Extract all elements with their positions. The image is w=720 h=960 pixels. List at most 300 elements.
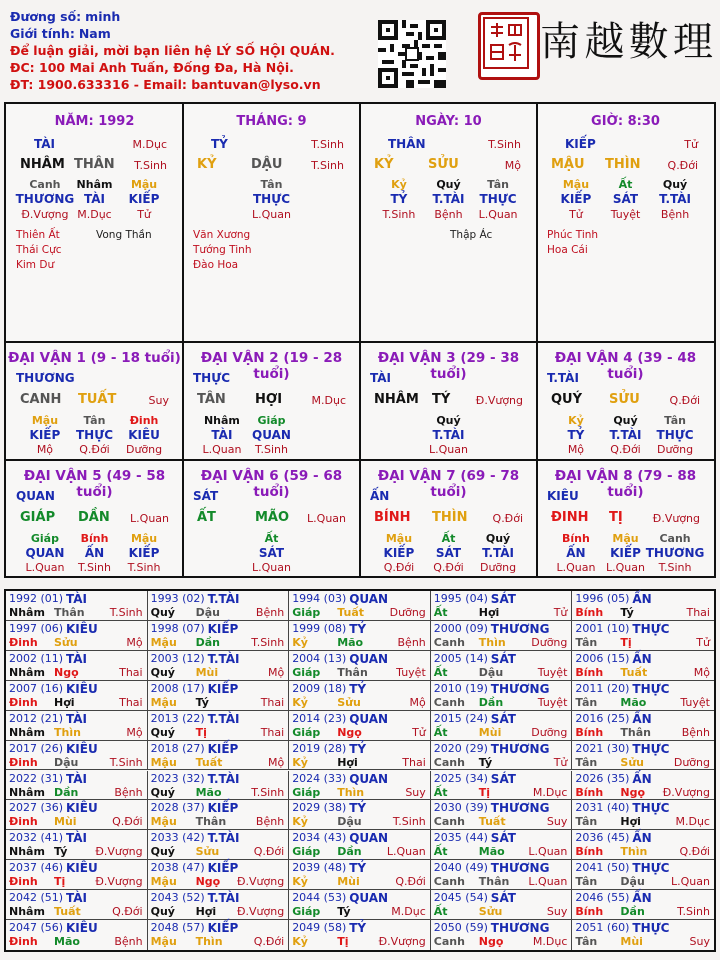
year-branch: Thìn: [195, 935, 223, 949]
luck-branch: SỬU: [609, 392, 640, 407]
year-stage: M.Dục: [675, 815, 710, 829]
luck-pillar-4: [537, 342, 714, 460]
year-stem: Đinh: [9, 875, 38, 889]
pillar-stage: T.Sinh: [134, 159, 167, 172]
year-stem: Kỷ: [292, 695, 308, 709]
year-cell[interactable]: [289, 771, 431, 801]
year-label: 2031 (40): [575, 801, 630, 815]
hidden-stage: Dưỡng: [479, 561, 517, 574]
year-cell[interactable]: [572, 800, 714, 830]
year-cell[interactable]: [431, 920, 573, 950]
hidden-stem: Mậu: [562, 178, 590, 191]
owner-name-line: Đương số: minh: [10, 9, 121, 24]
year-ten-god: KIÊU: [66, 741, 98, 756]
year-cell[interactable]: [289, 651, 431, 681]
luck-branch: TÝ: [432, 392, 451, 407]
contact-line-3[interactable]: ĐT: 1900.633316 - Email: bantuvan@lyso.vn: [10, 77, 321, 92]
year-branch: Sửu: [195, 845, 220, 859]
year-cell[interactable]: [6, 591, 148, 621]
luck-stage: Suy: [148, 394, 169, 407]
year-ten-god: QUAN: [349, 771, 389, 786]
year-stage: L.Quan: [528, 875, 568, 889]
year-stem: Ất: [433, 905, 448, 919]
year-stem: Bính: [575, 606, 604, 619]
year-label: 2011 (20): [575, 681, 630, 695]
year-branch: Dậu: [195, 606, 220, 619]
year-branch: Tị: [478, 785, 491, 799]
hidden-ten-god: T.TÀI: [609, 428, 642, 442]
year-ten-god: T.TÀI: [207, 891, 240, 906]
year-cell[interactable]: [148, 741, 290, 771]
pillar-2: [183, 104, 360, 342]
year-label: 1992 (01): [9, 592, 64, 605]
luck-ten-god: ẤN: [370, 489, 390, 503]
year-branch: Dần: [620, 905, 645, 919]
year-cell[interactable]: [431, 741, 573, 771]
year-branch: Mùi: [337, 875, 360, 889]
year-cell[interactable]: [572, 591, 714, 621]
luck-title: ĐẠI VẬN 4 (39 - 48 tuổi): [554, 350, 697, 382]
year-cell[interactable]: [431, 651, 573, 681]
luck-pillar-5: [6, 460, 183, 578]
year-label: 2047 (56): [9, 921, 64, 935]
year-ten-god: SÁT: [490, 771, 516, 786]
year-branch: Tuất: [620, 665, 648, 679]
hidden-ten-god: ẤN: [566, 546, 586, 560]
year-cell[interactable]: [6, 920, 148, 950]
luck-ten-god: TÀI: [370, 371, 392, 385]
year-cell[interactable]: [148, 800, 290, 830]
year-stem: Giáp: [292, 606, 321, 619]
hidden-ten-god: KIẾP: [610, 546, 641, 560]
year-label: 2017 (26): [9, 741, 64, 755]
hidden-ten-god: TỶ: [390, 192, 408, 206]
year-branch: Tý: [195, 695, 209, 709]
chart-header: [10, 8, 370, 93]
year-cell[interactable]: [431, 830, 573, 860]
hidden-ten-god: KIẾP: [383, 546, 415, 560]
luck-branch: DẦN: [78, 510, 110, 525]
hidden-ten-god: THỰC: [656, 428, 694, 442]
year-branch: Dậu: [478, 665, 504, 679]
year-branch: Tị: [620, 635, 632, 649]
year-branch: Sửu: [620, 755, 644, 769]
year-stem: Kỷ: [292, 815, 308, 829]
year-cell[interactable]: [6, 860, 148, 890]
year-cell[interactable]: [148, 830, 290, 860]
year-label: 2027 (36): [9, 801, 64, 815]
year-ten-god: THƯƠNG: [490, 861, 550, 876]
year-stage: Bệnh: [114, 935, 143, 949]
hidden-stem: Quý: [485, 532, 511, 545]
year-cell[interactable]: [6, 830, 148, 860]
year-ten-god: TỶ: [349, 621, 367, 636]
pillar-stage-top: M.Dục: [132, 138, 167, 151]
year-ten-god: SÁT: [490, 891, 516, 906]
year-branch: Thìn: [54, 725, 81, 739]
hidden-stem: Tân: [664, 414, 686, 427]
hidden-stage: L.Quan: [556, 561, 596, 574]
year-cell[interactable]: [431, 771, 573, 801]
special-star: Kim Dư: [16, 259, 55, 271]
year-label: 2006 (15): [575, 651, 630, 665]
year-ten-god: KIÊU: [66, 801, 98, 816]
year-label: 2028 (37): [150, 801, 205, 815]
year-label: 2035 (44): [433, 831, 488, 845]
hidden-ten-god: THỰC: [75, 428, 114, 442]
year-branch: Mùi: [54, 815, 77, 829]
seal-stamp-icon: [478, 12, 540, 80]
year-stage: Q.Đới: [253, 845, 285, 859]
luck-title: ĐẠI VẬN 3 (29 - 38 tuổi): [377, 350, 520, 382]
year-cell[interactable]: [6, 771, 148, 801]
pillar-4: [537, 104, 714, 342]
year-cell[interactable]: [431, 890, 573, 920]
year-cell[interactable]: [572, 741, 714, 771]
year-stem: Nhâm: [9, 665, 45, 679]
year-stage: Mộ: [267, 665, 285, 679]
luck-pillar-8: [537, 460, 714, 578]
year-cell[interactable]: [148, 920, 290, 950]
year-branch: Tuất: [54, 905, 81, 919]
year-ten-god: ẤN: [632, 891, 652, 906]
brand-char-2: 越: [584, 18, 627, 65]
year-stem: Đinh: [9, 695, 38, 709]
year-stage: Suy: [546, 815, 568, 829]
hidden-stage: Q.Đới: [79, 443, 110, 456]
hidden-stem: Quý: [662, 178, 688, 191]
year-ten-god: TỶ: [349, 861, 367, 876]
heavenly-stem: MẬU: [551, 157, 585, 172]
year-cell[interactable]: [572, 890, 714, 920]
year-cell[interactable]: [148, 681, 290, 711]
year-cell[interactable]: [431, 711, 573, 741]
year-stem: Canh: [433, 635, 465, 649]
hidden-ten-god: THƯƠNG: [645, 546, 705, 560]
hidden-stem: Kỷ: [568, 414, 584, 427]
year-ten-god: TỶ: [349, 801, 367, 816]
pillar-ten-god: THÂN: [388, 137, 426, 151]
year-label: 2040 (49): [433, 861, 488, 875]
year-stem: Tân: [575, 695, 598, 709]
luck-title: ĐẠI VẬN 2 (19 - 28 tuổi): [200, 350, 343, 382]
year-stage: Tuyệt: [680, 695, 710, 709]
year-label: 2004 (13): [292, 651, 347, 665]
year-stage: Tử: [696, 635, 710, 649]
year-stage: Dưỡng: [389, 606, 426, 619]
hidden-ten-god: SÁT: [612, 192, 639, 206]
hidden-stage: L.Quan: [478, 208, 518, 221]
hidden-stem: Giáp: [257, 414, 286, 427]
year-stage: Q.Đới: [112, 905, 143, 919]
year-cell[interactable]: [289, 621, 431, 651]
year-stage: T.Sinh: [677, 905, 710, 919]
luck-stage: Đ.Vượng: [652, 512, 700, 525]
luck-stem: GIÁP: [20, 510, 56, 525]
year-stage: Q.Đới: [395, 875, 426, 889]
year-ten-god: THƯƠNG: [490, 921, 550, 936]
special-star: Đào Hoa: [193, 259, 239, 271]
heavenly-stem: KỶ: [374, 157, 394, 172]
year-cell[interactable]: [148, 651, 290, 681]
year-stem: Nhâm: [9, 845, 45, 859]
year-cell[interactable]: [431, 800, 573, 830]
hidden-stage: Tử: [569, 208, 583, 221]
year-ten-god: KIẾP: [207, 621, 239, 636]
luck-ten-god: THƯƠNG: [16, 371, 75, 385]
hidden-ten-god: SÁT: [435, 546, 462, 560]
year-stem: Tân: [575, 815, 598, 829]
year-ten-god: SÁT: [490, 651, 516, 666]
year-cell[interactable]: [572, 711, 714, 741]
year-branch: Thân: [195, 815, 227, 829]
year-ten-god: THỰC: [632, 741, 670, 756]
year-branch: Ngọ: [337, 725, 362, 739]
year-stem: Bính: [575, 845, 604, 859]
year-label: 2000 (09): [433, 621, 488, 635]
year-branch: Ngọ: [54, 665, 79, 679]
year-ten-god: THỰC: [632, 621, 670, 636]
year-cell[interactable]: [148, 771, 290, 801]
year-branch: Thìn: [478, 635, 506, 649]
year-branch: Hợi: [337, 755, 358, 769]
year-stem: Tân: [575, 635, 598, 649]
year-stage: Bệnh: [255, 815, 285, 829]
year-stem: Nhâm: [9, 905, 45, 919]
year-cell[interactable]: [289, 860, 431, 890]
gender-line: Giới tính: Nam: [10, 26, 111, 41]
year-label: 2038 (47): [150, 861, 205, 875]
year-ten-god: THỰC: [632, 801, 670, 816]
year-label: 2029 (38): [292, 801, 347, 815]
year-stage: Dưỡng: [531, 725, 568, 739]
year-branch: Tý: [337, 905, 351, 919]
year-stage: Dưỡng: [531, 635, 568, 649]
year-cell[interactable]: [572, 651, 714, 681]
year-branch: Thân: [54, 606, 85, 619]
year-ten-god: QUAN: [349, 711, 389, 726]
hidden-stem: Tân: [260, 178, 283, 191]
year-branch: Tý: [478, 755, 493, 769]
pillar-ten-god: TÀI: [34, 137, 56, 151]
pillar-3: [360, 104, 537, 342]
hidden-stage: Tuyệt: [610, 208, 641, 221]
year-cell[interactable]: [289, 830, 431, 860]
hidden-ten-god: TÀI: [83, 192, 105, 206]
year-cell[interactable]: [148, 591, 290, 621]
year-cell[interactable]: [431, 860, 573, 890]
year-stem: Quý: [150, 725, 175, 739]
year-label: 2010 (19): [433, 681, 488, 695]
year-stem: Đinh: [9, 635, 38, 649]
year-ten-god: KIẾP: [207, 741, 239, 756]
year-stage: Đ.Vượng: [662, 785, 710, 799]
year-branch: Dần: [54, 785, 79, 799]
year-cell[interactable]: [289, 800, 431, 830]
year-label: 2022 (31): [9, 771, 64, 785]
year-label: 2051 (60): [575, 921, 630, 935]
hidden-ten-god: QUAN: [252, 428, 291, 442]
luck-stage: L.Quan: [307, 512, 346, 525]
year-stem: Kỷ: [292, 935, 308, 949]
year-cell[interactable]: [431, 621, 573, 651]
year-stage: Thai: [119, 665, 143, 679]
year-cell[interactable]: [289, 890, 431, 920]
year-stem: Canh: [433, 755, 465, 769]
hidden-ten-god: T.TÀI: [659, 192, 692, 206]
year-label: 2001 (10): [575, 621, 630, 635]
year-cell[interactable]: [572, 860, 714, 890]
year-cell[interactable]: [6, 651, 148, 681]
year-ten-god: ẤN: [632, 771, 652, 786]
luck-pillar-6: [183, 460, 360, 578]
special-star: Tướng Tinh: [193, 244, 252, 256]
year-branch: Tuất: [195, 755, 223, 769]
special-star: Hoa Cái: [547, 244, 588, 256]
year-stage: T.Sinh: [251, 635, 285, 649]
year-cell[interactable]: [572, 771, 714, 801]
hidden-stem: Mậu: [385, 532, 413, 545]
hidden-ten-god: KIẾP: [29, 428, 61, 442]
year-label: 2024 (33): [292, 771, 347, 785]
year-branch: Mùi: [478, 725, 502, 739]
year-branch: Thân: [337, 665, 368, 679]
year-label: 2030 (39): [433, 801, 488, 815]
hidden-ten-god: T.TÀI: [432, 428, 465, 442]
year-cell[interactable]: [148, 711, 290, 741]
luck-title: ĐẠI VẬN 6 (59 - 68 tuổi): [200, 468, 343, 500]
hidden-stem: Giáp: [30, 532, 59, 545]
qr-code-icon[interactable]: [378, 20, 446, 88]
year-stage: Tử: [553, 606, 568, 619]
year-cell[interactable]: [572, 681, 714, 711]
luck-stem: NHÂM: [374, 392, 419, 407]
year-stage: Mộ: [267, 755, 285, 769]
year-stem: Đinh: [9, 935, 38, 949]
year-label: 2042 (51): [9, 891, 64, 905]
year-cell[interactable]: [431, 681, 573, 711]
year-cell[interactable]: [6, 800, 148, 830]
year-label: 1996 (05): [575, 592, 630, 605]
year-branch: Hợi: [478, 606, 500, 619]
luck-pillar-3: [360, 342, 537, 460]
luck-stage: Q.Đới: [669, 394, 700, 407]
hidden-ten-god: THƯƠNG: [15, 192, 75, 206]
year-cell[interactable]: [289, 681, 431, 711]
luck-stem: ẤT: [197, 510, 216, 525]
year-label: 2020 (29): [433, 741, 488, 755]
year-label: 2033 (42): [150, 831, 205, 845]
year-cell[interactable]: [148, 890, 290, 920]
hidden-ten-god: KIÊU: [128, 428, 160, 442]
hidden-stem: Nhâm: [76, 178, 113, 191]
year-stage: Đ.Vượng: [236, 905, 285, 919]
year-cell[interactable]: [431, 591, 573, 621]
luck-ten-god: QUAN: [16, 489, 55, 503]
year-cell[interactable]: [572, 621, 714, 651]
year-cell[interactable]: [6, 711, 148, 741]
year-stage: Mộ: [126, 635, 143, 649]
year-cell[interactable]: [148, 621, 290, 651]
hidden-stem: Canh: [29, 178, 61, 191]
hidden-stem: Quý: [436, 414, 461, 427]
year-cell[interactable]: [6, 621, 148, 651]
year-stem: Quý: [150, 785, 175, 799]
year-cell[interactable]: [148, 860, 290, 890]
year-cell[interactable]: [6, 681, 148, 711]
year-cell[interactable]: [289, 711, 431, 741]
year-branch: Mão: [54, 935, 80, 949]
special-star: Thập Ác: [450, 229, 493, 241]
hidden-stem: Quý: [613, 414, 638, 427]
year-cell[interactable]: [289, 591, 431, 621]
year-branch: Sửu: [337, 695, 361, 709]
year-stem: Tân: [575, 875, 598, 889]
year-stage: Đ.Vượng: [95, 845, 143, 859]
year-ten-god: T.TÀI: [207, 711, 240, 726]
year-cell[interactable]: [289, 920, 431, 950]
year-stem: Ất: [433, 725, 448, 739]
pillar-stage: Mộ: [504, 159, 521, 172]
year-stage: M.Dục: [532, 935, 568, 949]
year-branch: Thìn: [620, 845, 648, 859]
year-cell[interactable]: [572, 920, 714, 950]
earthly-branch: THÌN: [605, 157, 641, 172]
luck-stem: QUÝ: [551, 392, 583, 407]
year-stage: Đ.Vượng: [236, 875, 285, 889]
year-cell[interactable]: [6, 890, 148, 920]
hidden-stem: Mậu: [612, 532, 639, 545]
hidden-stem: Ất: [618, 178, 633, 191]
hidden-stem: Đinh: [129, 414, 159, 427]
year-ten-god: TÀI: [66, 711, 88, 726]
year-stem: Bính: [575, 785, 604, 799]
hidden-stage: Q.Đới: [383, 561, 415, 574]
year-label: 2037 (46): [9, 861, 64, 875]
luck-branch: TUẤT: [78, 392, 117, 407]
year-label: 2023 (32): [150, 771, 205, 785]
year-cell[interactable]: [6, 741, 148, 771]
year-ten-god: SÁT: [490, 831, 516, 846]
year-label: 2014 (23): [292, 711, 347, 725]
year-cell[interactable]: [572, 830, 714, 860]
year-ten-god: TÀI: [66, 592, 88, 606]
year-branch: Mão: [337, 635, 364, 649]
year-ten-god: THỰC: [632, 861, 670, 876]
year-stage: L.Quan: [528, 845, 568, 859]
year-stage: L.Quan: [386, 845, 426, 859]
year-stem: Kỷ: [292, 875, 308, 889]
year-ten-god: ẤN: [632, 592, 652, 606]
year-stage: Q.Đới: [679, 845, 710, 859]
year-branch: Thân: [620, 725, 651, 739]
year-stage: Thai: [686, 606, 710, 619]
hidden-stage: Mộ: [36, 443, 54, 456]
special-star: Văn Xương: [193, 229, 251, 241]
hidden-ten-god: T.TÀI: [482, 546, 515, 560]
brand-char-1: 南: [540, 18, 582, 65]
year-stem: Ất: [433, 785, 448, 799]
year-ten-god: T.TÀI: [207, 651, 240, 666]
luck-stage: Q.Đới: [492, 512, 523, 525]
year-stage: T.Sinh: [392, 815, 426, 829]
year-branch: Hợi: [620, 815, 641, 829]
year-cell[interactable]: [289, 741, 431, 771]
pillar-stage: Q.Đới: [667, 159, 698, 172]
year-branch: Ngọ: [478, 935, 504, 949]
special-star: Vong Thần: [96, 229, 152, 241]
year-ten-god: KIÊU: [66, 921, 98, 936]
